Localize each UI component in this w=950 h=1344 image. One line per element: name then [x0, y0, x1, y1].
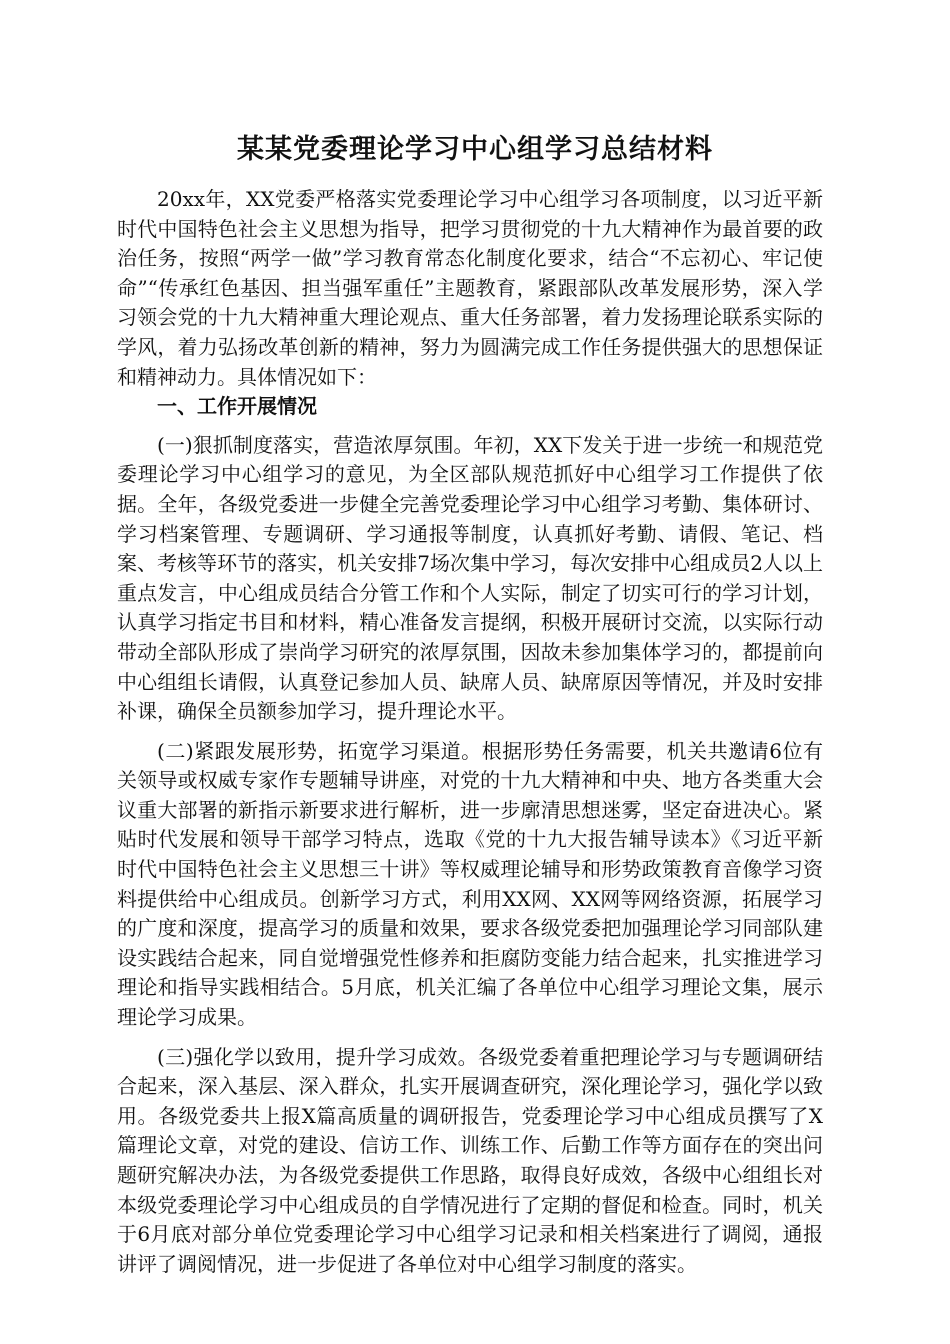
document-body: [117, 185, 823, 1279]
document-title: 某某党委理论学习中心组学习总结材料: [237, 134, 713, 165]
paragraph-1: (一)狠抓制度落实，营造浓厚氛围。年初，XX下发关于进一步统一和规范党委理论学习中心组学习的意见，为全区部队规范抓好中心组学习工作提供了依据。全年，各级党委进一步健全完善党委理论学习中心组学习考勤、集体研讨、学习档案管理、专题调研、学习通报等制度，认真抓好考勤、请假、笔记、档案、考核等环节的落实，机关安排7场次集中学习，每次安排中心组成员2人以上重点发言，中心组成员结合分管工作和个人实际，制定了切实可行的学习计划，认真学习指定书目和材料，精心准备发言提纲，积极开展研讨交流，以实际行动带动全部队形成了崇尚学习研究的浓厚氛围，因故未参加集体学习的，都提前向中心组组长请假，认真登记参加人员、缺席人员、缺席原因等情况，并及时安排补课，确保全员额参加学习，提升理论水平。: [117, 432, 823, 724]
paragraph-2: (二)紧跟发展形势，拓宽学习渠道。根据形势任务需要，机关共邀请6位有关领导或权威专家作专题辅导讲座，对党的十九大精神和中央、地方各类重大会议重大部署的新指示新要求进行解析，进一步廓清思想迷雾，坚定奋进决心。紧贴时代发展和领导干部学习特点，选取《党的十九大报告辅导读本》《习近平新时代中国特色社会主义思想三十讲》等权威理论辅导和形势政策教育音像学习资料提供给中心组成员。创新学习方式，利用XX网、XX网等网络资源，拓展学习的广度和深度，提高学习的质量和效果，要求各级党委把加强理论学习同部队建设实践结合起来，同自觉增强党性修养和拒腐防变能力结合起来，扎实推进学习理论和指导实践相结合。5月底，机关汇编了各单位中心组学习理论文集，展示理论学习成果。: [117, 738, 823, 1030]
paragraph-3: (三)强化学以致用，提升学习成效。各级党委着重把理论学习与专题调研结合起来，深入基层、深入群众，扎实开展调查研究，深化理论学习，强化学以致用。各级党委共上报X篇高质量的调研报告，党委理论学习中心组成员撰写了X篇理论文章，对党的建设、信访工作、训练工作、后勤工作等方面存在的突出问题研究解决办法，为各级党委提供工作思路，取得良好成效，各级中心组组长对本级党委理论学习中心组成员的自学情况进行了定期的督促和检查。同时，机关于6月底对部分单位党委理论学习中心组学习记录和相关档案进行了调阅，通报讲评了调阅情况，进一步促进了各单位对中心组学习制度的落实。: [117, 1044, 823, 1276]
section-heading: 一、工作开展情况: [157, 394, 317, 419]
intro-paragraph: 20xx年，XX党委严格落实党委理论学习中心组学习各项制度，以习近平新时代中国特色社会主义思想为指导，把学习贯彻党的十九大精神作为最首要的政治任务，按照“两学一做”学习教育常态化制度化要求，结合“不忘初心、牢记使命”“传承红色基因、担当强军重任”主题教育，紧跟部队改革发展形势，深入学习领会党的十九大精神重大理论观点、重大任务部署，着力发扬理论联系实际的学风，着力弘扬改革创新的精神，努力为圆满完成工作任务提供强大的思想保证和精神动力。具体情况如下：: [117, 187, 823, 389]
